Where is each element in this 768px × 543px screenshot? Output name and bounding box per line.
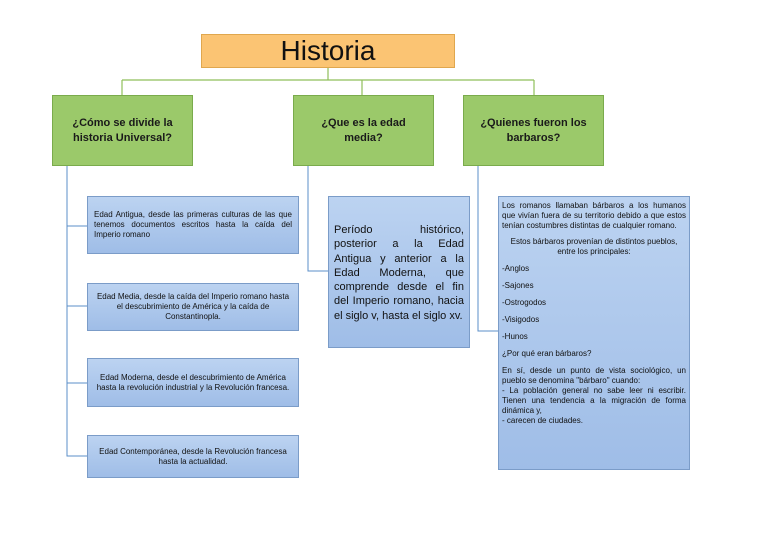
division-edad-media-text: Edad Media, desde la caída del Imperio romano hasta el descubrimiento de América y la caída de Constantinopla. [96, 292, 290, 321]
category-division-label: ¿Cómo se divide la historia Universal? [72, 117, 173, 144]
category-barbaros-label: ¿Quienes fueron los barbaros? [480, 117, 587, 144]
division-edad-media [87, 283, 299, 331]
pueblo-ostrogodos: -Ostrogodos [502, 298, 547, 307]
pueblo-anglos: -Anglos [502, 264, 530, 273]
barbaros-pueblos-intro: Estos bárbaros provenían de distintos pueblos, entre los principales: [510, 237, 678, 256]
edad-media-definition [328, 196, 470, 348]
category-edad-media [293, 95, 434, 166]
division-edad-antigua [87, 196, 299, 254]
edad-media-definition-text: Período histórico, posterior a la Edad Antigua y anterior a la Edad Moderna, que comprende desde el fin del Imperio romano, hacia el siglo v, hasta el siglo xv. [334, 224, 464, 322]
root-node-historia [201, 34, 455, 68]
barbaros-answer-2: - La población general no sabe leer ni escribir. Tienen una tendencia a la migración de forma dinámica y, [502, 386, 686, 415]
division-edad-moderna [87, 358, 299, 407]
category-barbaros [463, 95, 604, 166]
division-edad-moderna-text: Edad Moderna, desde el descubrimiento de América hasta la revolución industrial y la Revolución francesa. [96, 372, 290, 392]
barbaros-intro: Los romanos llamaban bárbaros a los humanos que vivían fuera de su territorio debido a que estos tenían costumbres distintas de cualquier romano. [502, 201, 686, 230]
division-edad-contemporanea [87, 435, 299, 478]
pueblo-visigodos: -Visigodos [502, 315, 540, 324]
barbaros-question: ¿Por qué eran bárbaros? [502, 349, 592, 358]
category-edad-media-label: ¿Que es la edad media? [321, 117, 406, 144]
category-division [52, 95, 193, 166]
barbaros-answer-3: - carecen de ciudades. [502, 416, 583, 425]
division-edad-contemporanea-text: Edad Contemporánea, desde la Revolución francesa hasta la actualidad. [99, 446, 287, 466]
division-edad-antigua-text: Edad Antigua, desde las primeras culturas de las que tenemos documentos escritos hasta la caída del Imperio romano [94, 210, 292, 239]
barbaros-description [498, 196, 690, 470]
pueblo-sajones: -Sajones [502, 281, 534, 290]
barbaros-answer-1: En sí, desde un punto de vista sociológico, un pueblo se denomina "bárbaro" cuando: [502, 366, 686, 385]
pueblo-hunos: -Hunos [502, 332, 528, 341]
root-title: Historia [280, 35, 376, 66]
